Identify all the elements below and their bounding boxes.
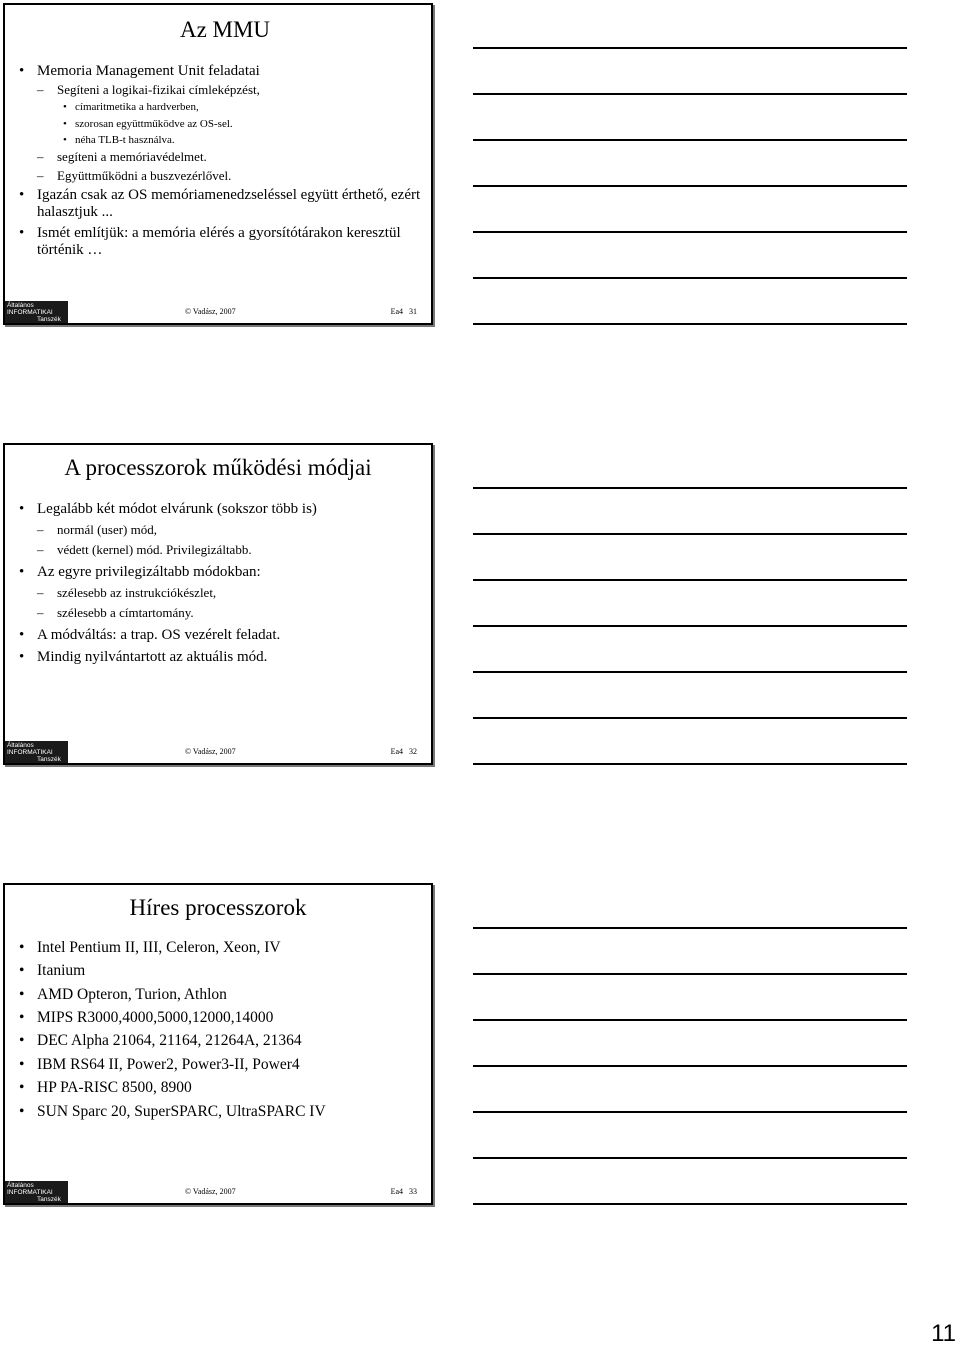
sub-sub-item	[19, 134, 423, 146]
sub-item	[19, 150, 423, 165]
bullet-icon: •	[19, 187, 25, 204]
slide-32	[3, 443, 433, 765]
department-logo	[5, 741, 68, 763]
note-line	[473, 1203, 907, 1205]
sub-sub-item-text: szorosan együttműködve az OS-sel.	[75, 117, 233, 130]
dash-icon: –	[37, 521, 44, 537]
logo-text: Tanszék	[37, 316, 61, 323]
bullet-text: SUN Sparc 20, SuperSPARC, UltraSPARC IV	[37, 1102, 326, 1120]
bullet-text: IBM RS64 II, Power2, Power3-II, Power4	[37, 1055, 300, 1073]
bullet-icon: •	[19, 1102, 25, 1120]
note-line	[473, 487, 907, 489]
slide-title: Az MMU	[179, 17, 271, 42]
sub-item-text: szélesebb a címtartomány.	[57, 605, 194, 621]
bullet-icon: •	[19, 63, 25, 79]
note-line	[473, 579, 907, 581]
dash-icon: –	[37, 81, 44, 97]
sub-item-text: normál (user) mód,	[57, 521, 158, 537]
copyright-text: © Vadász, 2007	[185, 747, 236, 756]
note-line	[473, 1065, 907, 1067]
slide-number	[391, 747, 417, 756]
bullet-item	[19, 63, 423, 80]
slide-label: Ea4	[390, 1187, 403, 1196]
bullet-item	[19, 225, 423, 259]
bullet-item	[19, 1079, 423, 1096]
bullet-text: Intel Pentium II, III, Celeron, Xeon, IV	[37, 939, 281, 956]
bullet-text: Ismét említjük: a memória elérés a gyorsítótárakon keresztül történik …	[37, 224, 401, 258]
department-logo	[5, 301, 68, 323]
logo-text: INFORMATIKAI	[7, 309, 53, 316]
bullet-icon: •	[19, 224, 25, 241]
note-line	[473, 1157, 907, 1159]
bullet-icon: •	[63, 101, 67, 114]
slide-footer	[5, 1179, 431, 1203]
bullet-icon: •	[63, 117, 67, 130]
bullet-text: HP PA-RISC 8500, 8900	[37, 1079, 192, 1097]
dash-icon: –	[37, 542, 44, 558]
bullet-icon: •	[19, 985, 25, 1003]
note-line	[473, 533, 907, 535]
note-line	[473, 323, 907, 325]
bullet-icon: •	[63, 133, 67, 146]
slide-title: A processzorok működési módjai	[64, 455, 372, 480]
slide-number-value: 31	[409, 307, 417, 316]
bullet-text: Az egyre privilegizáltabb módokban:	[37, 563, 261, 580]
bullet-text: Igazán csak az OS memóriamenedzseléssel együtt érthető, ezért halasztjuk ...	[37, 187, 421, 221]
sub-sub-item-text: címaritmetika a hardverben,	[75, 101, 199, 114]
slide-31	[3, 3, 433, 325]
bullet-text: Mindig nyilvántartott az aktuális mód.	[37, 648, 268, 665]
sub-sub-item	[19, 118, 423, 130]
slide-title: Híres processzorok	[129, 895, 307, 920]
logo-text: INFORMATIKAI	[7, 1189, 53, 1196]
bullet-item	[19, 564, 423, 581]
bullet-icon: •	[19, 939, 25, 956]
bullet-item	[19, 1056, 423, 1073]
dash-icon: –	[37, 605, 44, 621]
logo-text: Tanszék	[37, 756, 61, 763]
note-line	[473, 717, 907, 719]
bullet-item	[19, 962, 423, 979]
note-line	[473, 47, 907, 49]
sub-item-text: védett (kernel) mód. Privilegizáltabb.	[57, 542, 252, 558]
slide-content	[19, 501, 423, 670]
bullet-icon: •	[19, 563, 25, 580]
bullet-item	[19, 1103, 423, 1120]
bullet-text: MIPS R3000,4000,5000,12000,14000	[37, 1009, 274, 1027]
dash-icon: –	[37, 167, 44, 183]
logo-text: Tanszék	[37, 1196, 61, 1203]
bullet-text: DEC Alpha 21064, 21164, 21264A, 21364	[37, 1032, 302, 1050]
note-line	[473, 763, 907, 765]
bullet-item	[19, 627, 423, 644]
sub-item	[19, 169, 423, 184]
bullet-icon: •	[19, 1055, 25, 1073]
sub-item-text: segíteni a memóriavédelmet.	[57, 149, 207, 165]
slide-footer	[5, 739, 431, 763]
copyright-text: © Vadász, 2007	[185, 1187, 236, 1196]
sub-item-text: Segíteni a logikai-fizikai címleképzést,	[57, 81, 260, 97]
note-line	[473, 625, 907, 627]
sub-item	[19, 543, 423, 558]
bullet-text: Itanium	[37, 962, 86, 980]
note-line	[473, 927, 907, 929]
sub-sub-item	[19, 101, 423, 113]
bullet-text: Memoria Management Unit feladatai	[37, 63, 260, 79]
slide-number-value: 33	[409, 1187, 417, 1196]
note-line	[473, 973, 907, 975]
slide-content	[19, 939, 423, 1126]
copyright-text: © Vadász, 2007	[185, 307, 236, 316]
sub-item	[19, 83, 423, 98]
sub-item-text: szélesebb az instrukciókészlet,	[57, 584, 217, 600]
note-line	[473, 277, 907, 279]
bullet-icon: •	[19, 501, 25, 517]
sub-item-text: Együttműködni a buszvezérlővel.	[57, 167, 232, 183]
logo-text: INFORMATIKAI	[7, 749, 53, 756]
note-line	[473, 671, 907, 673]
sub-sub-item-text: néha TLB-t használva.	[75, 133, 175, 146]
logo-text: Általános	[7, 302, 34, 309]
note-line	[473, 231, 907, 233]
department-logo	[5, 1181, 68, 1203]
bullet-item	[19, 649, 423, 666]
bullet-item	[19, 1009, 423, 1026]
bullet-text: Legalább két módot elvárunk (sokszor több is)	[37, 501, 317, 517]
slide-number	[391, 307, 417, 316]
dash-icon: –	[37, 584, 44, 600]
page-number: 11	[931, 1320, 956, 1347]
bullet-item	[19, 501, 423, 518]
bullet-icon: •	[19, 1079, 25, 1097]
bullet-text: AMD Opteron, Turion, Athlon	[37, 985, 227, 1003]
slide-number-value: 32	[409, 747, 417, 756]
note-line	[473, 93, 907, 95]
bullet-icon: •	[19, 1009, 25, 1027]
logo-text: Általános	[7, 742, 34, 749]
dash-icon: –	[37, 149, 44, 165]
slide-content	[19, 63, 423, 262]
note-line	[473, 185, 907, 187]
slide-33	[3, 883, 433, 1205]
bullet-text: A módváltás: a trap. OS vezérelt feladat.	[37, 626, 281, 643]
slide-footer	[5, 299, 431, 323]
bullet-item	[19, 187, 423, 221]
note-line	[473, 1111, 907, 1113]
slide-number	[391, 1187, 417, 1196]
slide-label: Ea4	[390, 747, 403, 756]
sub-item	[19, 586, 423, 601]
bullet-item	[19, 939, 423, 956]
bullet-icon: •	[19, 648, 25, 665]
bullet-item	[19, 1032, 423, 1049]
bullet-icon: •	[19, 1032, 25, 1050]
bullet-icon: •	[19, 962, 25, 980]
slide-label: Ea4	[390, 307, 403, 316]
bullet-item	[19, 986, 423, 1003]
sub-item	[19, 523, 423, 538]
sub-item	[19, 606, 423, 621]
note-line	[473, 139, 907, 141]
note-line	[473, 1019, 907, 1021]
bullet-icon: •	[19, 626, 25, 643]
logo-text: Általános	[7, 1182, 34, 1189]
